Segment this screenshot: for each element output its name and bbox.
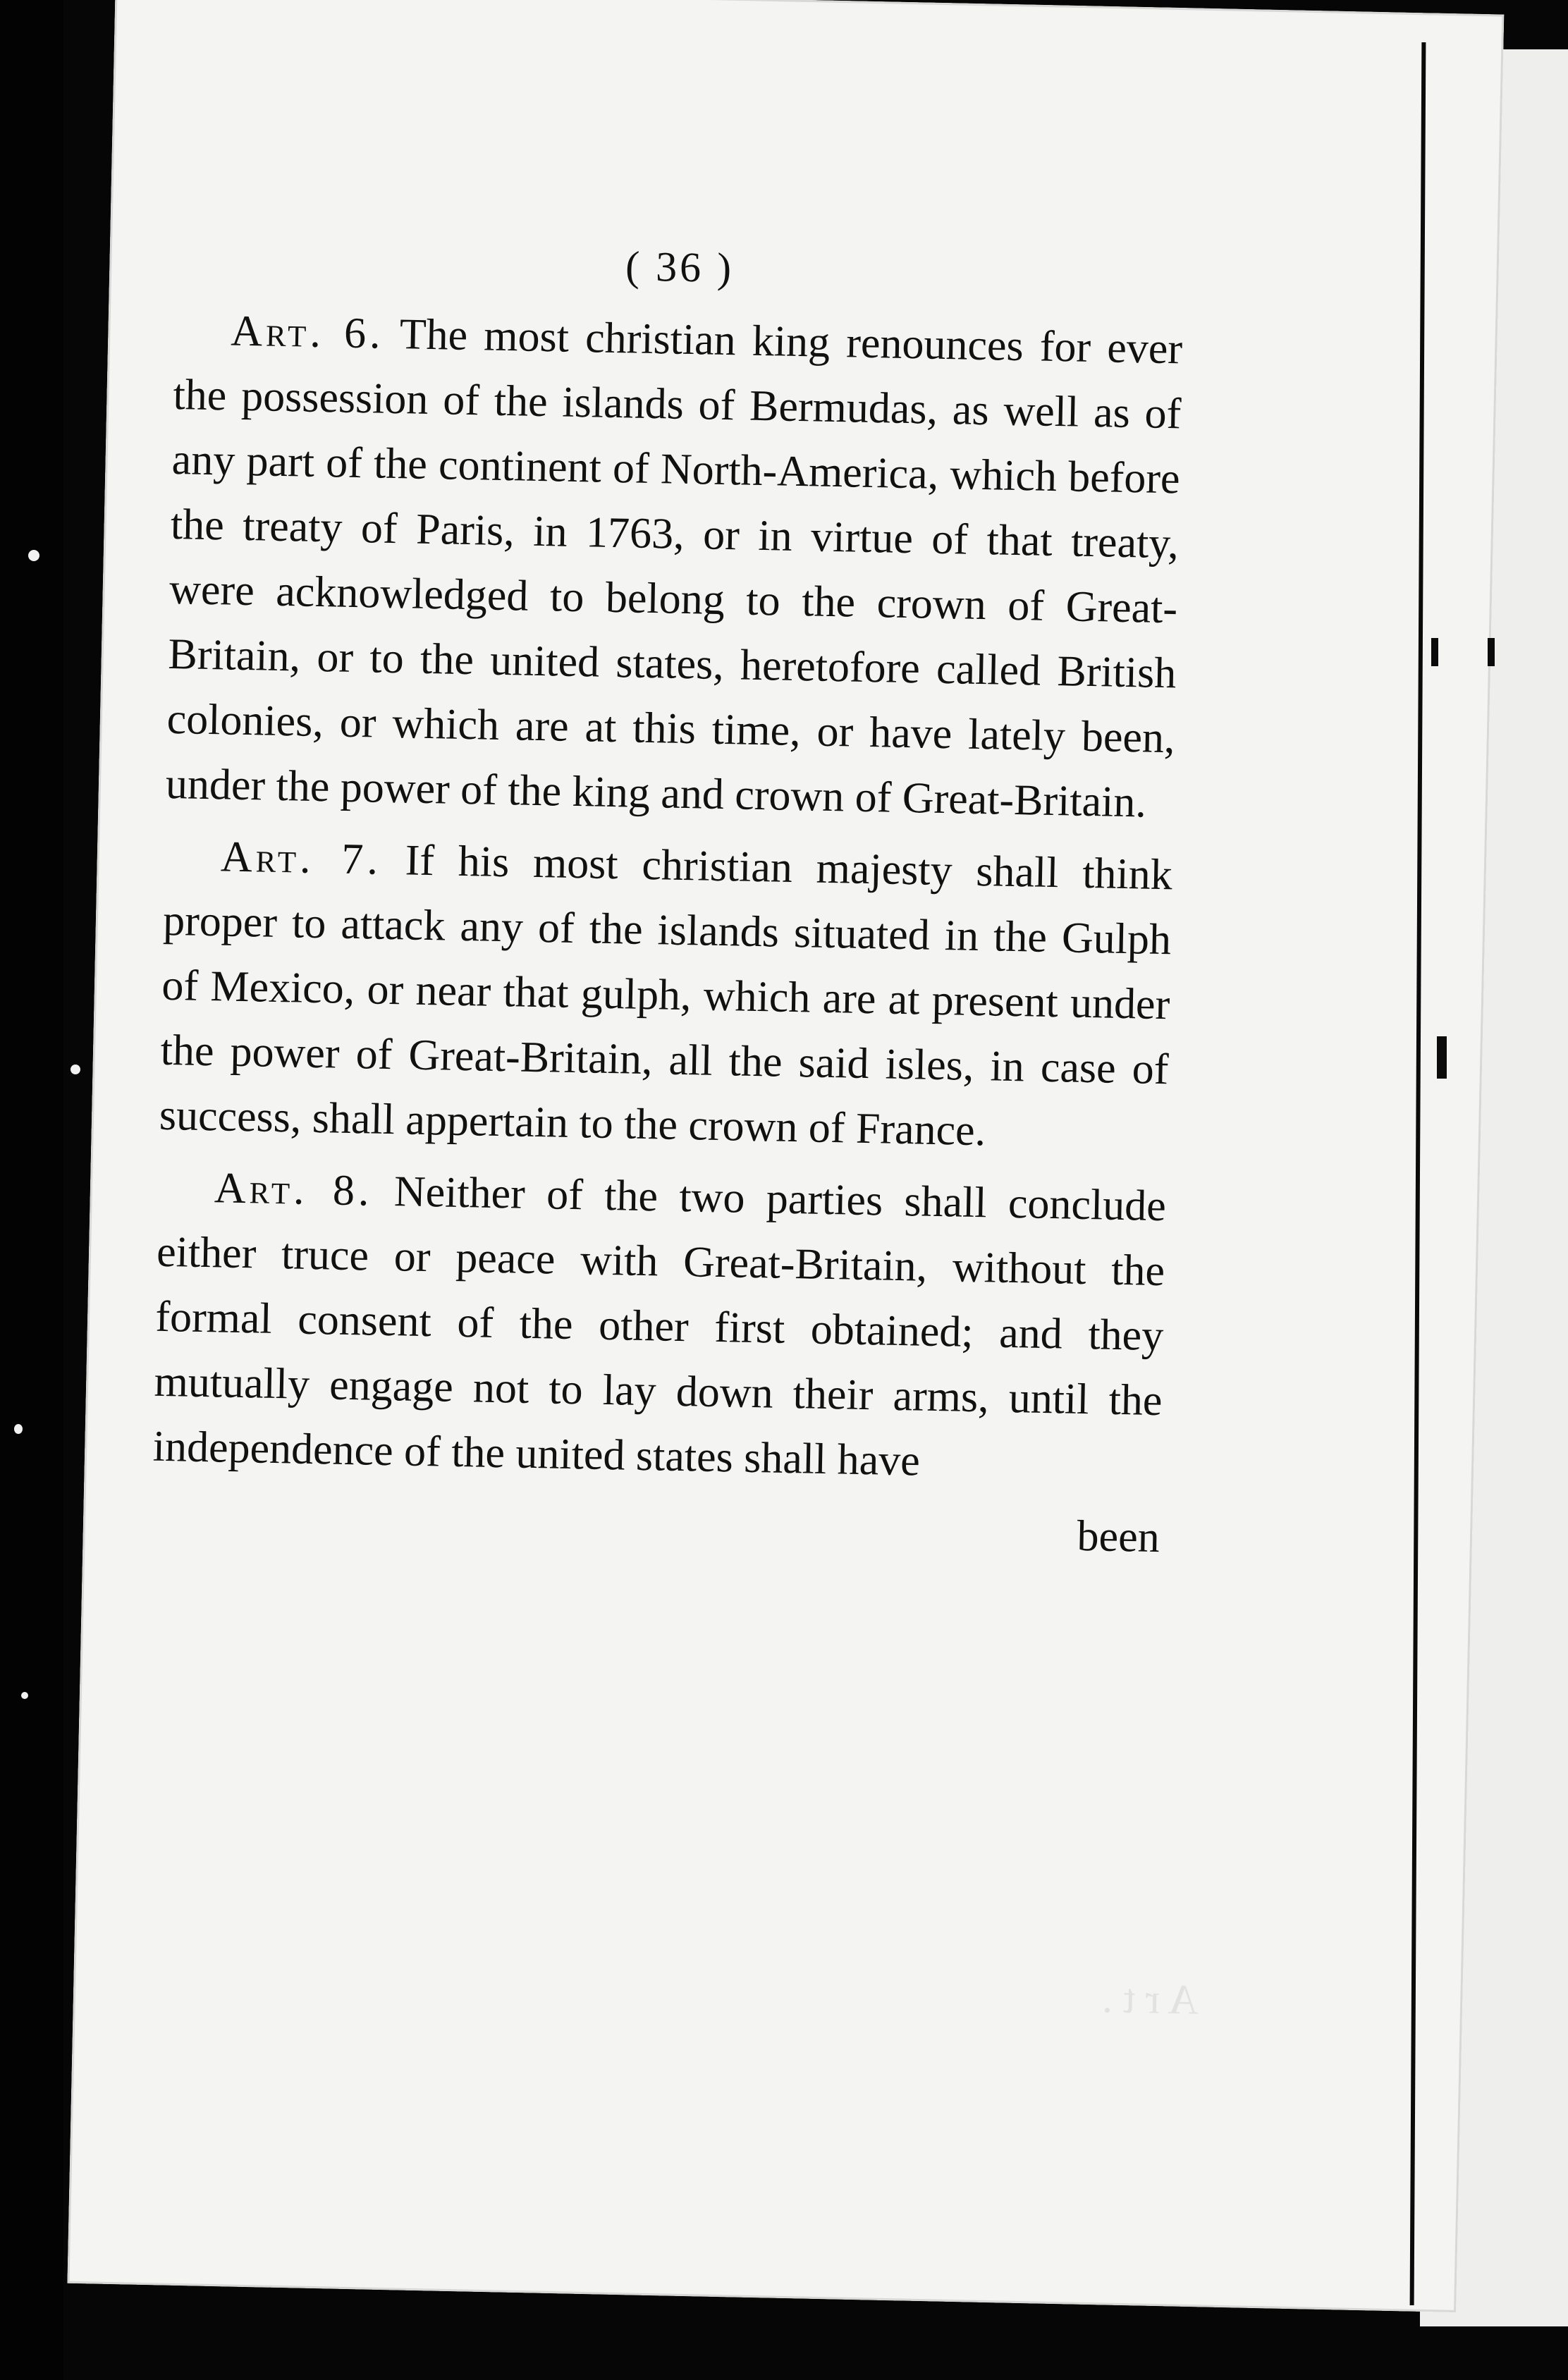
article-7 (159, 823, 1173, 1167)
catchword: been (1077, 1511, 1160, 1562)
article-text: The most christian king renounces for ever the possession of the islands of Bermudas, as well as of any part of the continent of North-America, which before the treaty of Paris, in 1763, or in virtue of that treaty, were acknowledged to belong to the crown of Great-Britain, or to the united states, heretofore called British colonies, or which are at this time, or have lately been, under the power of the king and crown of Great-Britain. (165, 310, 1183, 827)
page-text (151, 233, 1184, 1570)
left-dark-margin (0, 0, 63, 2380)
dust-speck (21, 1692, 28, 1699)
page-number: ( 36 ) (625, 243, 735, 292)
article-text: If his most christian majesty shall think proper to attack any of the islands situated in the Gulph of Mexico, or near that gulph, which are at present under the power of Great-Britain, all the said isles, in case of success, shall appertain to the crown of France. (159, 836, 1173, 1155)
binding-mark (1437, 1036, 1447, 1079)
dust-speck (14, 1424, 23, 1434)
article-8 (152, 1155, 1167, 1498)
article-6 (165, 298, 1183, 835)
article-label: Art. 8. (214, 1164, 374, 1215)
article-text: Neither of the two parties shall conclude either truce or peace with Great-Britain, without the formal consent of the other first obtained; and they mutually engage not to lay down their arms, until the independence of the united states shall have (152, 1167, 1167, 1485)
binding-mark (1488, 638, 1495, 666)
binding-mark (1431, 638, 1438, 666)
article-label: Art. 7. (220, 833, 382, 884)
article-label: Art. 6. (230, 307, 385, 358)
dust-speck (28, 550, 39, 561)
dust-speck (71, 1065, 80, 1074)
bleed-through-text: A r t . (1101, 1975, 1199, 2023)
